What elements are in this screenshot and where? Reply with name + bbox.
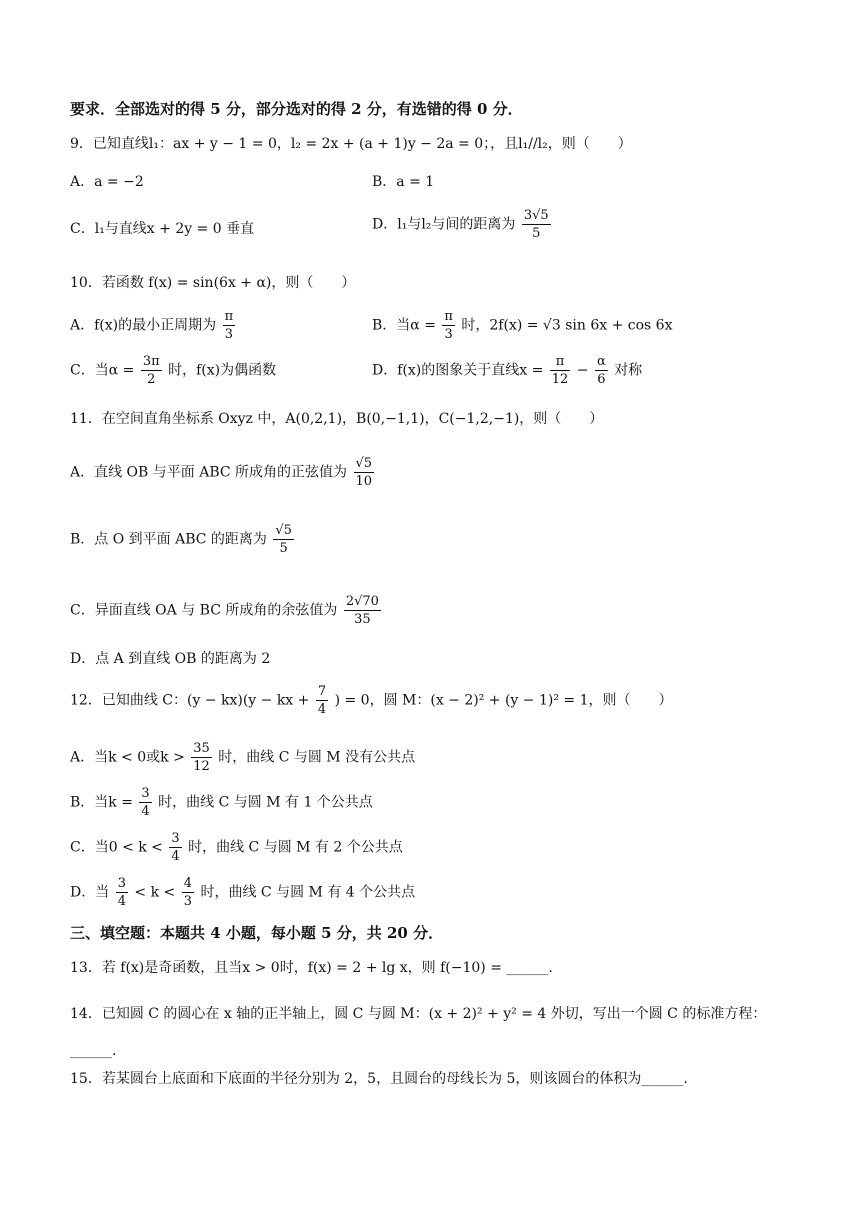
fraction [442, 308, 455, 343]
option-text: C．当α = [70, 362, 135, 379]
fraction [316, 683, 328, 718]
option-text: D．当 [70, 884, 110, 901]
fraction-numerator: 3 [141, 786, 150, 801]
q12-option-d [70, 875, 415, 910]
fraction-numerator: √5 [275, 523, 292, 538]
option-text: 时，f(x)为偶函数 [168, 362, 277, 379]
option-text: A．直线 OB 与平面 ABC 所成角的正弦值为 [70, 464, 348, 481]
fraction-denominator: 4 [141, 804, 150, 819]
option-text: 时，曲线 C 与圆 M 有 1 个公共点 [158, 794, 373, 811]
fraction-denominator: 3 [444, 327, 453, 342]
fraction-numerator: 3 [171, 831, 180, 846]
option-text: A．当k < 0或k > [70, 749, 185, 766]
q11-stem: 11．在空间直角坐标系 Oxyz 中，A(0,2,1)，B(0,−1,1)，C(−1,2,−1)，则（ ） [70, 411, 604, 427]
option-text: C．当0 < k < [70, 839, 163, 856]
fraction [116, 875, 128, 910]
q9-option-d-fraction [522, 207, 551, 242]
q11-option-a [70, 455, 376, 490]
q10-option-d [372, 353, 642, 388]
fraction-denominator: 12 [193, 759, 210, 774]
fraction-denominator: 4 [117, 894, 126, 909]
option-text: 对称 [614, 362, 643, 379]
q9-option-d [372, 207, 553, 242]
option-text: − [576, 362, 589, 379]
fraction-numerator: 3√5 [523, 208, 549, 223]
option-text: C．异面直线 OA 与 BC 所成角的余弦值为 [70, 602, 338, 619]
section-requirement: 要求．全部选对的得 5 分，部分选对的得 2 分，有选错的得 0 分． [70, 100, 523, 118]
fraction [273, 522, 294, 557]
fraction-denominator: 3 [224, 327, 233, 342]
fraction [182, 875, 194, 910]
option-text: A．f(x)的最小正周期为 [70, 317, 217, 334]
q14-text: 14．已知圆 C 的圆心在 x 轴的正半轴上，圆 C 与圆 M：(x + 2)² + y² = 4 外切，写出一个圆 C 的标准方程： [70, 1006, 767, 1022]
fraction-denominator: 5 [279, 541, 288, 556]
fraction-denominator: 4 [317, 702, 327, 717]
q14-answer-blank: ______. [70, 1043, 117, 1059]
fraction-denominator: 10 [355, 474, 373, 489]
fraction [141, 353, 162, 388]
q11-option-d: D．点 A 到直线 OB 的距离为 2 [70, 651, 271, 667]
q11-option-b [70, 522, 296, 557]
q15-text: 15．若某圆台上底面和下底面的半径分别为 2，5，且圆台的母线长为 5，则该圆台的体积为______. [70, 1071, 688, 1087]
option-text: B．当α = [372, 317, 436, 334]
q12-option-c [70, 830, 403, 865]
fraction-numerator: √5 [355, 456, 373, 471]
fraction-denominator: 6 [597, 372, 606, 387]
fraction-denominator: 2 [147, 372, 156, 387]
fraction-numerator: 4 [183, 876, 193, 891]
stem-text: ) = 0，圆 M：(x − 2)² + (y − 1)² = 1，则（ ） [334, 692, 673, 709]
q10-stem: 10．若函数 f(x) = sin(6x + α)，则（ ） [70, 275, 356, 291]
option-text: B．当k = [70, 794, 133, 811]
fraction-numerator: 35 [193, 741, 210, 756]
fraction-numerator: α [596, 354, 606, 369]
stem-text: 12．已知曲线 C：(y − kx)(y − kx + [70, 692, 310, 709]
fraction-denominator: 5 [532, 226, 541, 241]
fraction-denominator: 4 [171, 849, 180, 864]
fraction [550, 353, 571, 388]
option-text: 时，曲线 C 与圆 M 有 4 个公共点 [200, 884, 416, 901]
q11-option-c [70, 593, 383, 628]
q9-option-a: A．a = −2 [70, 174, 144, 190]
fraction-numerator: 7 [317, 684, 327, 699]
q9-option-d-text: D．l₁与l₂与间的距离为 [372, 216, 516, 233]
q10-option-c [70, 353, 276, 388]
fraction [223, 308, 236, 343]
fraction-numerator: 3 [117, 876, 126, 891]
fraction-numerator: π [444, 309, 453, 324]
q9-option-b: B．a = 1 [372, 174, 435, 190]
fraction-numerator: π [224, 309, 234, 324]
fraction-numerator: 2√70 [345, 594, 379, 609]
q12-stem [70, 683, 673, 718]
fraction [595, 353, 608, 388]
fraction [191, 740, 212, 775]
fraction [169, 830, 181, 865]
option-text: B．点 O 到平面 ABC 的距离为 [70, 531, 267, 548]
q9-stem: 9．已知直线l₁：ax + y − 1 = 0，l₂ = 2x + (a + 1)y − 2a = 0；，且l₁//l₂，则（ ） [70, 136, 632, 152]
fraction [344, 593, 381, 628]
q13-text: 13．若 f(x)是奇函数，且当x > 0时，f(x) = 2 + lg x，则 f(−10) = ______. [70, 960, 553, 976]
fraction-denominator: 35 [354, 612, 371, 627]
fraction-numerator: π [550, 353, 571, 371]
fraction [354, 455, 375, 490]
fraction-denominator: 3 [183, 894, 193, 909]
q10-option-b [372, 308, 672, 343]
fraction [139, 785, 151, 820]
section-3-title: 三、填空题：本题共 4 小题，每小题 5 分，共 20 分． [70, 924, 444, 942]
q12-option-a [70, 740, 415, 775]
q12-option-b [70, 785, 373, 820]
option-text: D．f(x)的图象关于直线x = [372, 362, 544, 379]
fraction-numerator: 3π [142, 354, 160, 369]
q9-option-c: C．l₁与直线x + 2y = 0 垂直 [70, 221, 255, 237]
option-text: 时，2f(x) = √3 sin 6x + cos 6x [461, 317, 673, 334]
option-text: < k < [134, 884, 176, 901]
fraction-denominator: 12 [551, 372, 569, 387]
option-text: 时，曲线 C 与圆 M 没有公共点 [218, 749, 416, 766]
q10-option-a [70, 308, 237, 343]
option-text: 时，曲线 C 与圆 M 有 2 个公共点 [188, 839, 403, 856]
